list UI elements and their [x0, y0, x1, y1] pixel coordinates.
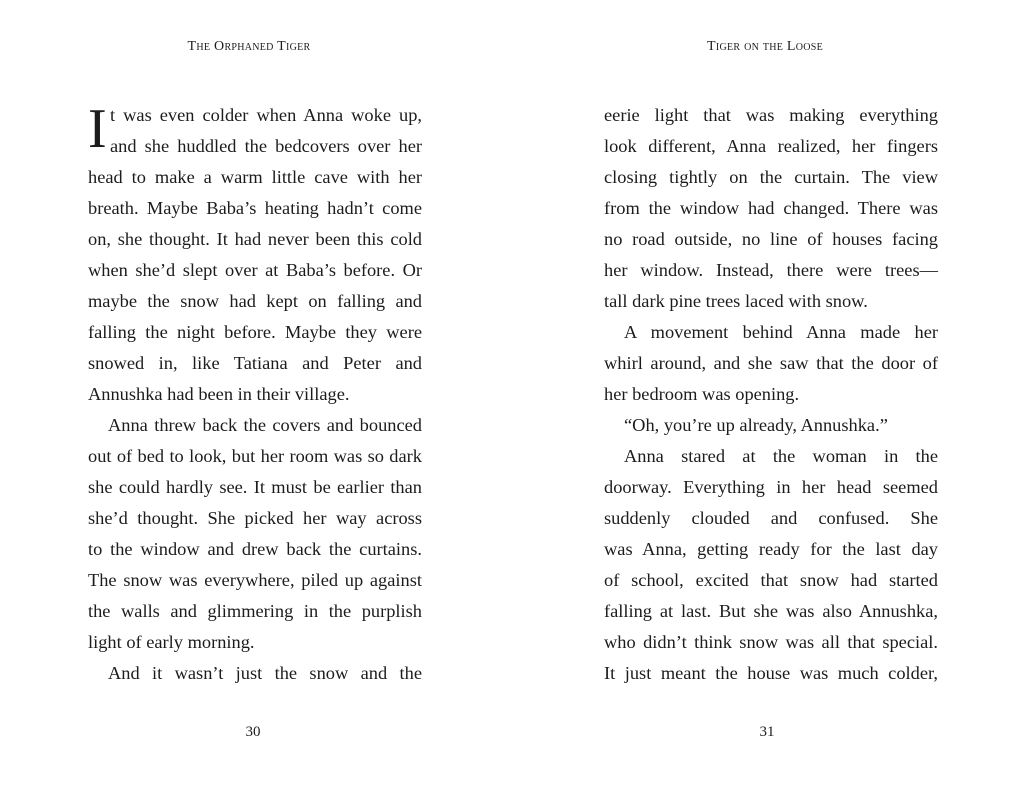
text-line: It just meant the house was much colder,	[604, 663, 938, 683]
text-line: breath. Maybe Baba’s heating hadn’t come	[88, 198, 422, 218]
text-line: closing tightly on the curtain. The view	[604, 167, 938, 187]
text-line: “Oh, you’re up already, Annushka.”	[624, 415, 888, 435]
text-line: falling the night before. Maybe they were	[88, 322, 422, 342]
text-line: And it wasn’t just the snow and the	[108, 663, 422, 683]
left-body-text	[88, 100, 422, 689]
text-line: eerie light that was making everything	[604, 105, 938, 125]
text-line: her bedroom was opening.	[604, 384, 800, 404]
text-line: falling at last. But she was also Annushka,	[604, 601, 938, 621]
right-body-text	[604, 100, 938, 689]
text-line: Anna stared at the woman in the	[624, 446, 938, 466]
text-line: was Anna, getting ready for the last day	[604, 539, 938, 559]
text-line: snowed in, like Tatiana and Peter and	[88, 353, 422, 373]
drop-cap: I	[88, 98, 107, 160]
text-line: to the window and drew back the curtains.	[88, 539, 422, 559]
right-page	[604, 0, 938, 786]
text-line: suddenly clouded and confused. She	[604, 508, 938, 528]
text-line: and she huddled the bedcovers over her	[110, 136, 422, 156]
text-line: when she’d slept over at Baba’s before. Or	[88, 260, 422, 280]
text-line: she’d thought. She picked her way across	[88, 508, 422, 528]
text-line: maybe the snow had kept on falling and	[88, 291, 422, 311]
text-line: her window. Instead, there were trees—	[604, 260, 938, 280]
text-line: head to make a warm little cave with her	[88, 167, 422, 187]
text-line: tall dark pine trees laced with snow.	[604, 291, 868, 311]
left-page	[88, 0, 422, 786]
text-line: who didn’t think snow was all that special.	[604, 632, 938, 652]
page-number-right: 31	[759, 724, 775, 740]
text-line: she could hardly see. It must be earlier than	[88, 477, 422, 497]
text-line: no road outside, no line of houses facing	[604, 229, 938, 249]
running-head-left: The Orphaned Tiger	[187, 39, 311, 54]
text-line: whirl around, and she saw that the door of	[604, 353, 938, 373]
text-line: out of bed to look, but her room was so dark	[88, 446, 422, 466]
text-line: A movement behind Anna made her	[624, 322, 938, 342]
text-line: The snow was everywhere, piled up against	[88, 570, 422, 590]
text-line: from the window had changed. There was	[604, 198, 938, 218]
text-line: of school, excited that snow had started	[604, 570, 938, 590]
text-line: on, she thought. It had never been this cold	[88, 229, 422, 249]
text-line: the walls and glimmering in the purplish	[88, 601, 422, 621]
page-number-left: 30	[245, 724, 261, 740]
text-line: t was even colder when Anna woke up,	[110, 105, 422, 125]
text-line: Annushka had been in their village.	[88, 384, 350, 404]
running-head-right: Tiger on the Loose	[707, 39, 823, 54]
text-line: doorway. Everything in her head seemed	[604, 477, 938, 497]
text-line: look different, Anna realized, her fingers	[604, 136, 938, 156]
text-line: Anna threw back the covers and bounced	[108, 415, 422, 435]
text-line: light of early morning.	[88, 632, 255, 652]
